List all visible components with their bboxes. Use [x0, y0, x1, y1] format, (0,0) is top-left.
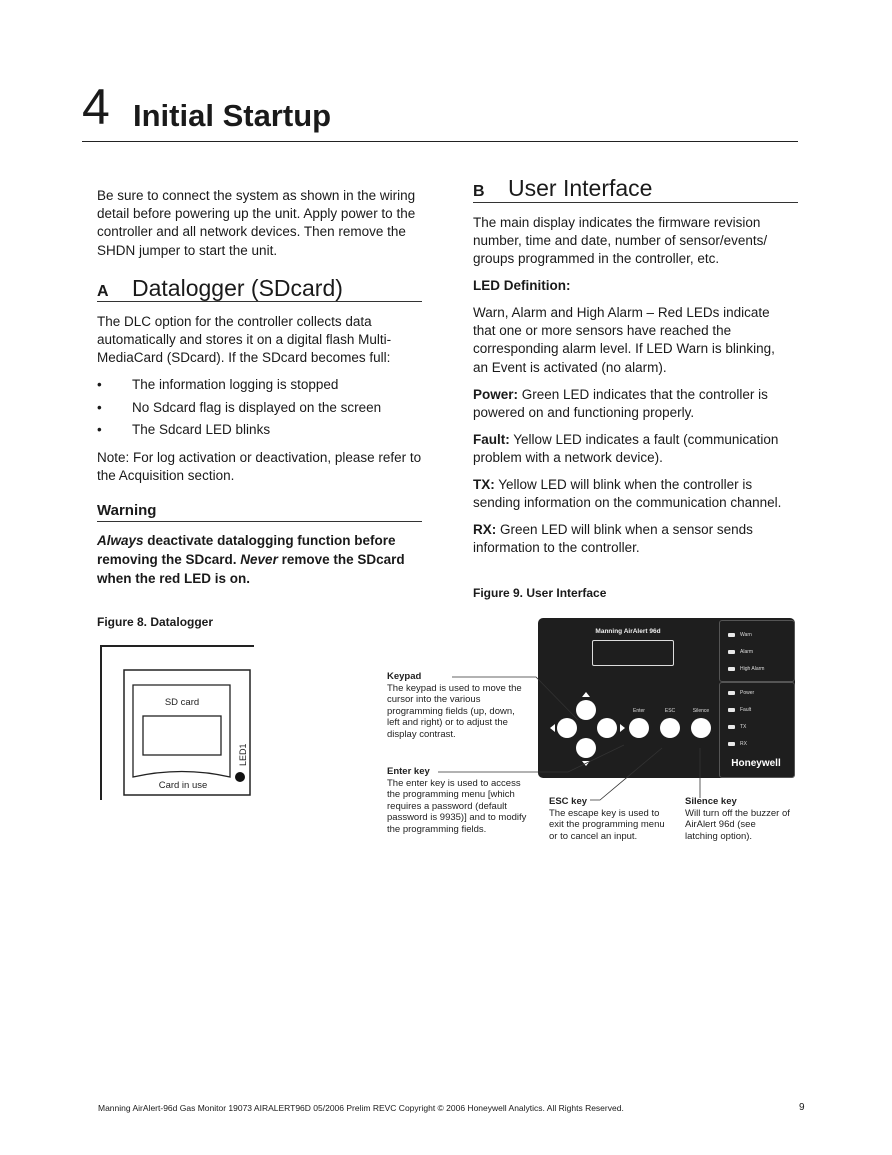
warning-never: Never	[240, 552, 278, 567]
led-tx: TX	[728, 724, 746, 730]
note-text: For log activation or deactivation, please refer to the Acquisition section.	[97, 450, 422, 484]
enter-callout	[387, 766, 527, 835]
led-definition-title: LED Definition:	[473, 278, 571, 293]
keypad-callout-title: Keypad	[387, 671, 422, 682]
def-term: Power:	[473, 387, 519, 402]
chapter-rule	[82, 141, 798, 142]
chapter-number: 4	[82, 79, 110, 135]
def-text: Yellow LED will blink when the controller is sending information on the communication channel.	[473, 477, 782, 511]
page-number: 9	[799, 1102, 805, 1113]
silence-callout-title: Silence key	[685, 796, 737, 807]
figure-9-caption: Figure 9. User Interface	[473, 586, 607, 600]
def-power	[473, 386, 791, 422]
def-tx	[473, 476, 791, 512]
section-a-letter: A	[97, 283, 109, 300]
sd-card-label: SD card	[164, 697, 200, 708]
silence-callout-text: Will turn off the buzzer of AirAlert 96d (see latching option).	[685, 807, 790, 842]
led-alarm: Alarm	[728, 649, 753, 655]
section-a-bullets	[97, 376, 422, 444]
def-text: Green LED will blink when a sensor sends information to the controller.	[473, 522, 753, 556]
honeywell-logo: Honeywell	[731, 758, 781, 769]
esc-callout	[549, 796, 669, 842]
led-fault: Fault	[728, 707, 751, 713]
def-fault	[473, 431, 791, 467]
section-a-title: Datalogger (SDcard)	[132, 275, 343, 301]
section-b-body: The main display indicates the firmware revision number, time and date, number of sensor/events/ groups programmed in the controller, etc.	[473, 215, 768, 267]
enter-callout-text: The enter key is used to access the programming menu [which requires a password (default password is 9935)] and to modify the programming fields.	[387, 777, 527, 835]
section-a-body: The DLC option for the controller collects data automatically and stores it on a digital flash Multi-MediaCard (SDcard). If the SDcard becomes full:	[97, 314, 392, 366]
page-footer: Manning AirAlert-96d Gas Monitor 19073 AIRALERT96D 05/2006 Prelim REVC Copyright © 2006 Honeywell Analytics. All Rights Reserved.	[98, 1103, 624, 1113]
silence-key-label: Silence	[692, 708, 710, 714]
intro-paragraph: Be sure to connect the system as shown in the wiring detail before powering up the unit. Apply power to the controller and all network devices. Then remove the SHDN jumper to start the unit.	[97, 188, 416, 258]
note-paragraph	[97, 449, 422, 485]
led-definition-text: Warn, Alarm and High Alarm – Red LEDs indicate that one or more sensors have reached the corresponding alarm level. If LED Warn is blinking, an Event is activated (no alarm).	[473, 305, 775, 375]
warning-always: Always	[97, 533, 144, 548]
def-term: TX:	[473, 477, 495, 492]
led-rx: RX	[728, 741, 747, 747]
led-high-alarm: High Alarm	[728, 666, 764, 672]
bullet-item: • The Sdcard LED blinks	[97, 421, 422, 439]
def-text: Green LED indicates that the controller is powered on and functioning properly.	[473, 387, 768, 421]
section-a-rule	[97, 301, 422, 302]
led-warn: Warn	[728, 632, 752, 638]
esc-callout-text: The escape key is used to exit the programming menu or to cancel an input.	[549, 807, 665, 842]
figure-8-caption: Figure 8. Datalogger	[97, 615, 214, 629]
keypad-callout-text: The keypad is used to move the cursor into the various programming fields (up, down, left and right) or to adjust the display contrast.	[387, 682, 522, 740]
section-b-rule	[473, 202, 798, 203]
warning-text	[97, 531, 422, 588]
warning-mid: deactivate datalogging function before removing the SDcard.	[97, 533, 396, 567]
def-text: Yellow LED indicates a fault (communication problem with a network device).	[473, 432, 779, 466]
warning-title: Warning	[97, 502, 157, 519]
def-term: Fault:	[473, 432, 510, 447]
esc-key-label: ESC	[664, 708, 676, 714]
keypad-callout	[387, 671, 522, 740]
warning-end: remove the SDcard when the red LED is on.	[97, 552, 405, 586]
section-b-title: User Interface	[508, 175, 653, 201]
esc-callout-title: ESC key	[549, 796, 588, 807]
enter-key-label: Enter	[633, 708, 645, 714]
chapter-title: Initial Startup	[133, 98, 332, 133]
section-b-heading	[473, 175, 798, 202]
warning-rule	[97, 521, 422, 522]
note-label: Note:	[97, 450, 130, 465]
enter-callout-title: Enter key	[387, 766, 430, 777]
section-a-heading	[97, 275, 422, 302]
device-title: Manning AirAlert 96d	[595, 628, 661, 635]
datalogger-figure	[96, 642, 258, 802]
def-rx	[473, 521, 791, 557]
led1-label: LED1	[238, 743, 248, 766]
section-b-letter: B	[473, 183, 485, 200]
def-term: RX:	[473, 522, 497, 537]
bullet-item: • No Sdcard flag is displayed on the screen	[97, 399, 422, 417]
led1-indicator	[235, 772, 245, 782]
silence-callout	[685, 796, 790, 842]
led-power: Power	[728, 690, 754, 696]
card-in-use-label: Card in use	[158, 780, 208, 791]
bullet-item: • The information logging is stopped	[97, 376, 422, 394]
